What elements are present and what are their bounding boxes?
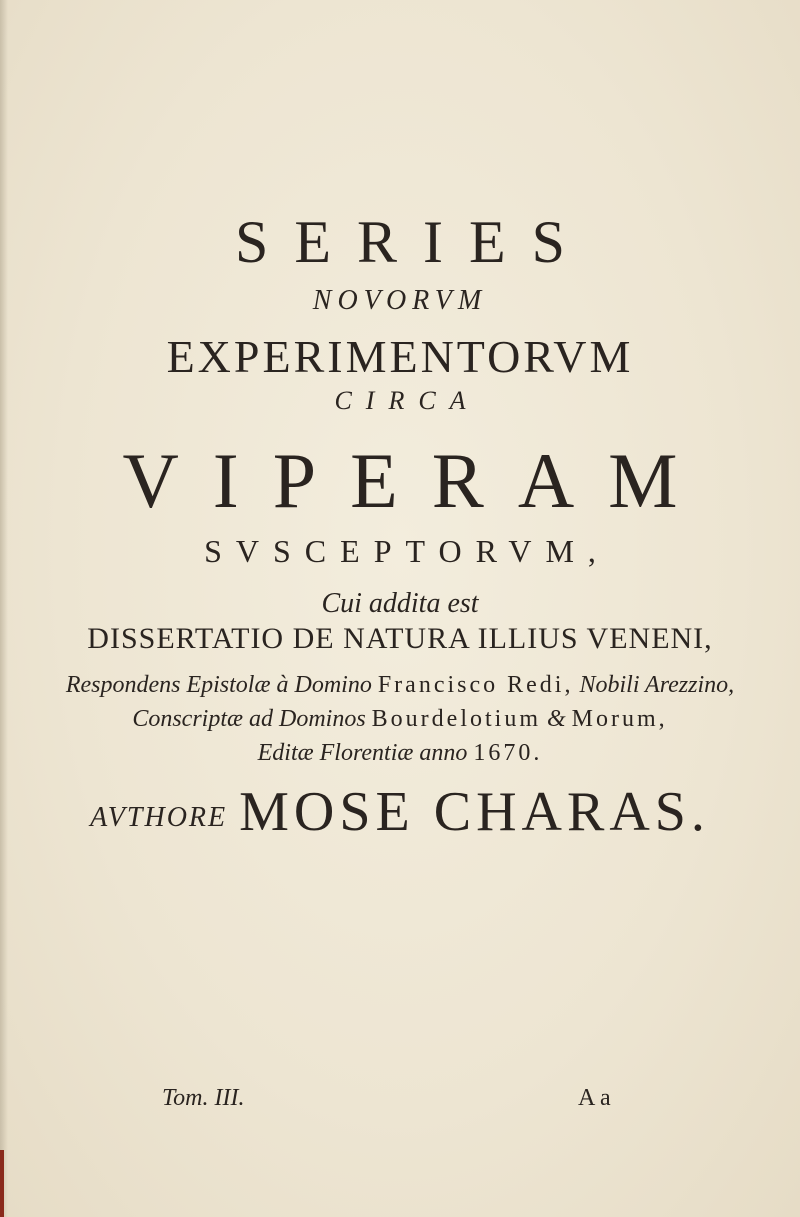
author-prefix: AVTHORE	[90, 802, 228, 833]
subtitle-dissertatio: DISSERTATIO DE NATURA ILLIUS VENENI,	[87, 622, 713, 655]
volume-number: Tom. III.	[162, 1085, 245, 1111]
conscripta-text: Conscriptæ ad Dominos	[132, 706, 366, 732]
edita-text: Editæ Florentiæ anno	[257, 740, 468, 766]
page-edge-mark	[0, 1150, 4, 1217]
title-circa: CIRCA	[334, 386, 480, 415]
signature-mark: A a	[578, 1085, 611, 1111]
conscripta-name1: Bourdelotium	[371, 706, 541, 732]
conscripta-name2: Morum,	[571, 706, 668, 732]
respondens-line	[0, 672, 800, 699]
author-line	[0, 780, 800, 844]
conscripta-line	[0, 706, 800, 733]
title-experimentorum: EXPERIMENTORVM	[166, 331, 634, 382]
respondens-name: Francisco Redi,	[377, 672, 574, 698]
title-novorum: NOVORVM	[312, 285, 488, 316]
author-name: MOSE CHARAS.	[239, 781, 710, 843]
edita-line	[0, 740, 800, 767]
respondens-text: Respondens Epistolæ à Domino	[65, 672, 372, 698]
conscripta-ampersand: &	[547, 706, 566, 732]
title-susceptorum: SVSCEPTORVM,	[204, 533, 610, 569]
respondens-origin: Nobili Arezzino,	[579, 672, 735, 698]
subtitle-cui-addita: Cui addita est	[321, 588, 479, 619]
title-viperam: VIPERAM	[122, 437, 712, 524]
edita-year: 1670.	[473, 740, 543, 766]
title-series: SERIES	[234, 209, 592, 275]
